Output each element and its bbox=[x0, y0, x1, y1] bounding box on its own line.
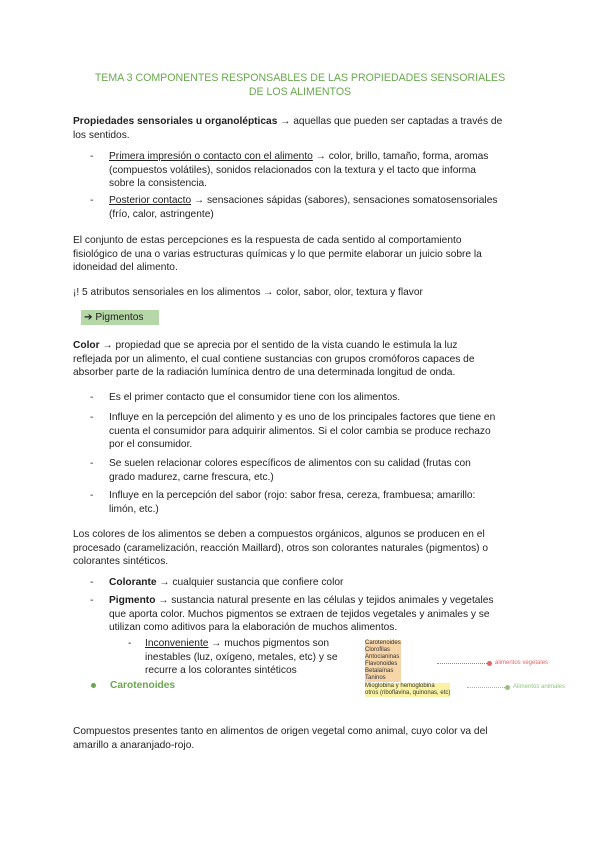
attributes-line: ¡! 5 atributos sensoriales en los alimentos → color, sabor, olor, textura y flavor bbox=[73, 287, 423, 298]
perception-paragraph bbox=[73, 234, 528, 275]
inconveniente-text: inestables (luz, oxígeno, metales, etc) y se bbox=[145, 651, 338, 663]
carotenoides-bullet-icon bbox=[91, 683, 96, 688]
list-item-text: Influye en la percepción del sabor (rojo: sabor fresa, cereza, frambuesa; amarillo: bbox=[109, 490, 476, 501]
intro-line-2: los sentidos. bbox=[73, 129, 130, 141]
list-item-color-4 bbox=[109, 489, 529, 516]
paragraph-line: absorber parte de la radiación lumínica dentro de una determinada longitud de onda. bbox=[73, 367, 456, 379]
inconveniente-text: → muchos pigmentos son bbox=[208, 638, 330, 649]
pigment-classification-diagram bbox=[365, 640, 585, 696]
list-item-posterior-contacto bbox=[109, 194, 529, 221]
list-item-color-2 bbox=[109, 411, 529, 452]
dash-bullet: - bbox=[128, 638, 132, 649]
connector-line-vegetal bbox=[437, 663, 487, 664]
dash-bullet: - bbox=[90, 392, 94, 403]
label-alimentos-animales: Alimentos animales bbox=[513, 684, 566, 690]
title-line-1: TEMA 3 COMPONENTES RESPONSABLES DE LAS PROPIEDADES SENSORIALES bbox=[94, 72, 506, 84]
list-item-text: grado madurez, carne frescura, etc.) bbox=[109, 471, 274, 483]
definition-text: que aporta color. Muchos pigmentos se extraen de tejidos vegetales y animales y se bbox=[109, 608, 490, 620]
inconveniente-item bbox=[145, 637, 360, 678]
animal-pigments-list bbox=[365, 683, 450, 697]
list-item-text: por el consumidor. bbox=[109, 439, 193, 451]
pigment-item: Flavonoides bbox=[365, 661, 401, 668]
list-item-text: sobre la consistencia. bbox=[109, 178, 207, 190]
list-item-text: → color, brillo, tamaño, forma, aromas bbox=[312, 151, 489, 162]
list-item-text: limón, etc.) bbox=[109, 503, 159, 515]
pigment-item: Antocianinas bbox=[365, 654, 400, 660]
label-alimentos-vegetales: alimentos vegetales bbox=[495, 660, 549, 666]
definition-term: Pigmento bbox=[109, 595, 156, 606]
paragraph-line: fisiológico de una o varias estructuras químicas y lo que permite elaborar un juicio sobre la bbox=[73, 248, 482, 260]
definition-text: → sustancia natural presente en las células y tejidos animales y vegetales bbox=[155, 595, 494, 606]
paragraph-line: Compuestos presentes tanto en alimentos de origen vegetal como animal, cuyo color va del bbox=[73, 726, 488, 737]
paragraph-line: → propiedad que se aprecia por el sentido de la vista cuando le estimula la luz bbox=[99, 340, 458, 351]
dash-bullet: - bbox=[90, 151, 94, 162]
pigment-item: Betalaínas bbox=[365, 668, 401, 675]
title-line-2: DE LOS ALIMENTOS bbox=[248, 86, 352, 98]
dash-bullet: - bbox=[90, 595, 94, 606]
intro-term: Propiedades sensoriales u organolépticas bbox=[73, 116, 278, 127]
node-animal-icon bbox=[505, 685, 510, 690]
colors-paragraph bbox=[73, 528, 528, 569]
pigment-item: Mioglobina y hemoglobina bbox=[365, 683, 450, 690]
pigmentos-heading: ➔ Pigmentos bbox=[84, 312, 144, 323]
node-vegetal-icon bbox=[487, 661, 492, 666]
list-item-text: cuenta el consumidor para adquirir alimentos. Si el color cambia se produce rechazo bbox=[109, 425, 491, 437]
carotenoides-heading: Carotenoides bbox=[110, 680, 176, 691]
definition-term: Colorante bbox=[109, 577, 157, 588]
paragraph-line: idoneidad del alimento. bbox=[73, 262, 178, 274]
dash-bullet: - bbox=[90, 458, 94, 469]
dash-bullet: - bbox=[90, 195, 94, 206]
paragraph-line: Los colores de los alimentos se deben a compuestos orgánicos, algunos se producen en el bbox=[73, 529, 485, 540]
intro-paragraph bbox=[73, 115, 528, 142]
definition-text: → cualquier sustancia que confiere color bbox=[156, 577, 344, 588]
definition-text: utilizan como aditivos para la elaboración de muchos alimentos. bbox=[109, 622, 398, 634]
pigment-item: Clorofilas bbox=[365, 647, 401, 654]
paragraph-line: colorantes sintéticos. bbox=[73, 556, 169, 568]
list-item-text: Se suelen relacionar colores específicos de alimentos con su calidad (frutas con bbox=[109, 458, 471, 469]
page-title bbox=[70, 71, 530, 99]
definition-colorante bbox=[109, 576, 529, 590]
list-item-text: Es el primer contacto que el consumidor tiene con los alimentos. bbox=[109, 392, 401, 403]
pigment-item: Taninos bbox=[365, 675, 401, 682]
paragraph-line: El conjunto de estas percepciones es la respuesta de cada sentido al comportamiento bbox=[73, 235, 462, 246]
pigment-item: Carotenoides bbox=[365, 640, 401, 646]
carotenoides-paragraph bbox=[73, 725, 528, 752]
dash-bullet: - bbox=[90, 490, 94, 501]
color-paragraph bbox=[73, 339, 528, 380]
vegetable-pigments-list bbox=[365, 640, 401, 682]
list-item-color-3 bbox=[109, 457, 529, 484]
paragraph-line: reflejada por un alimento, el cual contiene sustancias con grupos cromóforos capaces de bbox=[73, 353, 475, 365]
paragraph-line: procesado (caramelización, reacción Maillard), otros son colorantes naturales (pigmentos) o bbox=[73, 542, 489, 554]
color-term: Color bbox=[73, 340, 100, 351]
list-item-text: (compuestos volátiles), sonidos relacionados con la textura y el tacto que informa bbox=[109, 164, 476, 176]
definition-pigmento bbox=[109, 594, 529, 635]
inconveniente-term: Inconveniente bbox=[145, 638, 209, 649]
list-item-term: Primera impresión o contacto con el alimento bbox=[109, 151, 313, 162]
paragraph-line: amarillo a anaranjado-rojo. bbox=[73, 739, 195, 751]
list-item-text: → sensaciones sápidas (sabores), sensaciones somatosensoriales bbox=[191, 195, 498, 206]
connector-line-animal bbox=[467, 687, 505, 688]
list-item-text: Influye en la percepción del alimento y es uno de los principales factores que tiene en bbox=[109, 412, 496, 423]
list-item-primera-impresion bbox=[109, 150, 529, 191]
inconveniente-text: recurre a los colorantes sintéticos bbox=[145, 665, 297, 677]
list-item-color-1 bbox=[109, 391, 529, 405]
list-item-term: Posterior contacto bbox=[109, 195, 192, 206]
dash-bullet: - bbox=[90, 577, 94, 588]
dash-bullet: - bbox=[90, 412, 94, 423]
list-item-text: (frío, calor, astringente) bbox=[109, 208, 214, 220]
pigment-item: otros (riboflavina, quinonas, etc) bbox=[365, 690, 451, 696]
intro-definition: → aquellas que pueden ser captadas a través de bbox=[277, 116, 503, 127]
